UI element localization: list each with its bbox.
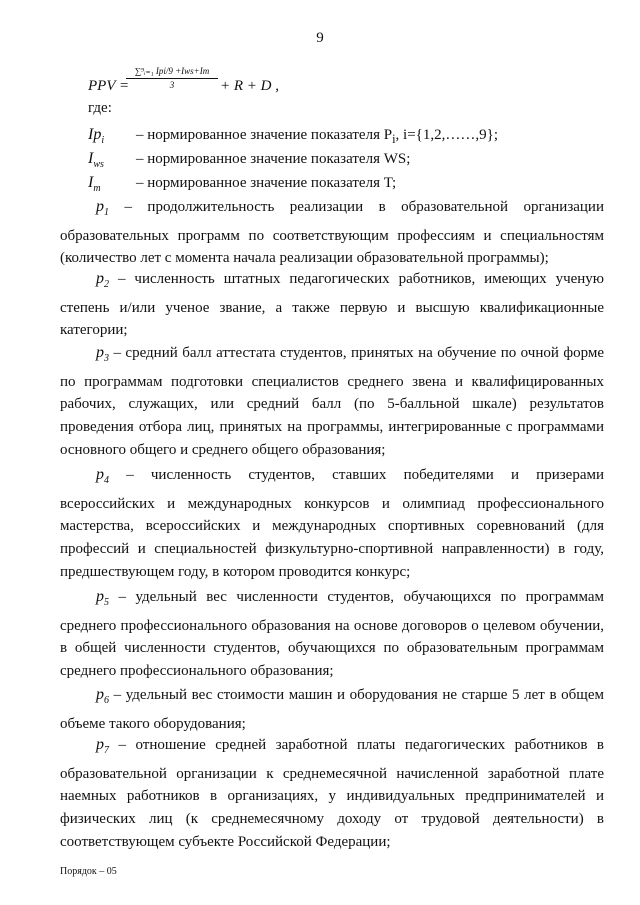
paragraph-p1: $p_1$ – продолжительность реализации в образовательной организации образовательных программ по соответствующим профессиям и специальностям (количество лет с момента начала реализации образовательной программы); <box>60 198 604 267</box>
footer-note: Порядок – 05 <box>60 866 117 877</box>
paragraph-p6: $p_6$ – удельный вес стоимости машин и оборудования не старше 5 лет в общем объеме такого оборудования; <box>60 686 604 732</box>
definition-text: – нормированное значение показателя T; <box>136 175 397 191</box>
where-label: где: <box>88 100 112 116</box>
formula-numerator: ∑⁹ᵢ₌₁ Ipi/9 +Iws+Iт <box>126 66 218 79</box>
definition-text: – нормированное значение показателя WS; <box>136 151 411 167</box>
definition-symbol: $I_т$ <box>88 174 101 195</box>
paragraph-p2: $p_2$ – численность штатных педагогических работников, имеющих ученую степень и/или ученое звание, а также первую и высшую квалификационные категории; <box>60 270 604 339</box>
definition-symbol: $Ip_i$ <box>88 126 105 147</box>
formula-denominator: 3 <box>169 80 175 90</box>
definition-text: – нормированное значение показателя P <box>136 127 393 143</box>
paragraph-p5: $p_5$ – удельный вес численности студентов, обучающихся по программам среднего профессионального образования на основе договоров о целевом обучении, в общей численности студентов, обучающихся по образовательным программам среднего профессионального образования; <box>60 588 604 679</box>
definition-symbol: $I_{ws}$ <box>88 150 104 171</box>
paragraph-p7: $p_7$ – отношение средней заработной платы педагогических работников в образовательной организации к среднемесячной начисленной заработной плате наемных работников в организациях, у индивидуальных предпринимателей и физических лиц (к среднемесячному доходу от трудовой деятельности) в соответствующем субъекте Российской Федерации; <box>60 736 604 850</box>
formula-fraction <box>126 66 218 90</box>
paragraph-p4: $p_4$ – численность студентов, ставших победителями и призерами всероссийских и международных конкурсов и олимпиад профессионального мастерства, всероссийских и международных спортивных соревнований (для профессий и специальностей физкультурно-спортивной направленности) в году, предшествующем году, в котором проводится конкурс; <box>60 466 604 580</box>
page-number: 9 <box>316 30 324 46</box>
definition-iws <box>88 150 410 170</box>
paragraph-p3: $p_3$ – средний балл аттестата студентов, принятых на обучение по очной форме по программам подготовки специалистов среднего звена и квалифицированных рабочих, служащих, или средний балл (по 5-балльной шкале) результатов проведения отбора лиц, принятых на программы, интегрированные с программами основного общего и среднего общего образования; <box>60 344 604 458</box>
formula-lhs: PPV = <box>88 78 130 94</box>
definition-ip: $Ip_i$ – нормированное значение показателя $P_i$, i={1,2,……,9}; <box>88 126 498 147</box>
definition-it <box>88 174 396 194</box>
formula-rhs: + R + D , <box>220 78 279 94</box>
